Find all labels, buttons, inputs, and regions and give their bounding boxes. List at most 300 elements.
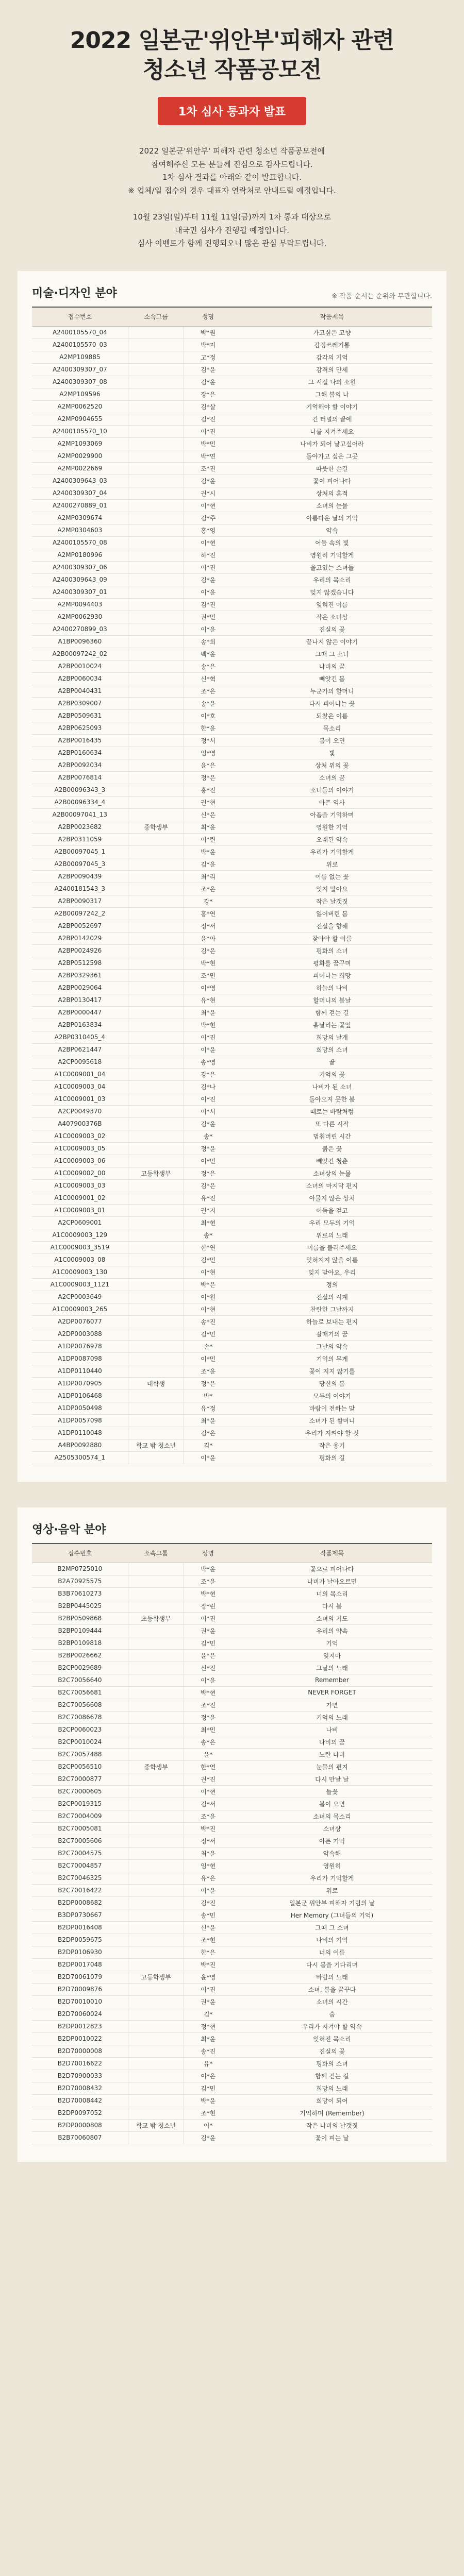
table-row xyxy=(32,1971,432,1983)
entry-title: 나비가 되어 날고싶어라 xyxy=(232,437,432,450)
entry-title: 끝나지 않은 이야기 xyxy=(232,635,432,648)
entry-name: 김* xyxy=(184,1439,232,1451)
entry-title: 울고있는 소녀들 xyxy=(232,561,432,573)
entry-group xyxy=(128,969,184,981)
entry-name: 이*현 xyxy=(184,1266,232,1278)
entry-group xyxy=(128,1847,184,1859)
table-row xyxy=(32,759,432,771)
entry-group xyxy=(128,1736,184,1748)
entry-title: 희망의 노래 xyxy=(232,2082,432,2094)
table-row xyxy=(32,400,432,413)
entry-id: A2MP109885 xyxy=(32,351,128,363)
table-row xyxy=(32,1340,432,1352)
entry-name: 정*은 xyxy=(184,771,232,784)
table-row xyxy=(32,1921,432,1934)
table-row xyxy=(32,1278,432,1291)
entry-title: 함께 걷는 길 xyxy=(232,2070,432,2082)
entry-title: 어둠을 걷고 xyxy=(232,1204,432,1216)
entry-id: A1C0009003_02 xyxy=(32,1130,128,1142)
art-section-title: 미술·디자인 분야 xyxy=(32,286,117,300)
entry-group: 고등학생부 xyxy=(128,1167,184,1179)
entry-name: 하*진 xyxy=(184,549,232,561)
entry-title: 작은 날갯짓 xyxy=(232,895,432,907)
entry-title: 진실의 시계 xyxy=(232,1291,432,1303)
table-row xyxy=(32,1748,432,1760)
entry-name: 권*현 xyxy=(184,796,232,808)
entry-group xyxy=(128,536,184,549)
entry-name: 김*윤 xyxy=(184,474,232,487)
entry-id: A2MP0062520 xyxy=(32,400,128,413)
entry-title: 흩날리는 꽃잎 xyxy=(232,1019,432,1031)
entry-title: NEVER FORGET xyxy=(232,1686,432,1699)
entry-name: 조*은 xyxy=(184,883,232,895)
table-row xyxy=(32,771,432,784)
entry-name: 박*윤 xyxy=(184,2094,232,2107)
entry-title: 소녀들의 이야기 xyxy=(232,784,432,796)
entry-title: 잊지 말아요, 우리 xyxy=(232,1266,432,1278)
table-row xyxy=(32,1216,432,1229)
entry-group xyxy=(128,1303,184,1315)
table-row xyxy=(32,1414,432,1427)
table-row xyxy=(32,1872,432,1884)
table-row xyxy=(32,1612,432,1624)
entry-group xyxy=(128,635,184,648)
entry-group xyxy=(128,771,184,784)
entry-group xyxy=(128,722,184,734)
entry-id: B2D70000008 xyxy=(32,2045,128,2057)
entry-id: A2BP0512598 xyxy=(32,957,128,969)
entry-id: B2BP0109818 xyxy=(32,1637,128,1649)
table-row xyxy=(32,734,432,747)
table-row xyxy=(32,1315,432,1328)
table-row xyxy=(32,1179,432,1192)
entry-id: A2B00097041_13 xyxy=(32,808,128,821)
entry-group xyxy=(128,747,184,759)
entry-group xyxy=(128,1624,184,1637)
table-row xyxy=(32,2020,432,2032)
entry-title: 들꽃 xyxy=(232,1785,432,1798)
entry-id: A2CP0003649 xyxy=(32,1291,128,1303)
entry-group xyxy=(128,920,184,932)
entry-title: 영원한 기억 xyxy=(232,821,432,833)
entry-title: 너의 이름 xyxy=(232,1946,432,1958)
entry-id: B2C70005081 xyxy=(32,1822,128,1835)
entry-name: 최*민 xyxy=(184,1723,232,1736)
entry-id: A2400309643_09 xyxy=(32,573,128,586)
entry-name: 박*현 xyxy=(184,1019,232,1031)
table-row xyxy=(32,376,432,388)
entry-id: B2BP0509868 xyxy=(32,1612,128,1624)
entry-title: 약속해 xyxy=(232,1847,432,1859)
entry-title: 기억하며 (Remember) xyxy=(232,2107,432,2119)
entry-group xyxy=(128,2008,184,2020)
entry-id: B2C70086678 xyxy=(32,1711,128,1723)
entry-name: 조*진 xyxy=(184,1699,232,1711)
entry-name: 송*은 xyxy=(184,1736,232,1748)
entry-group xyxy=(128,1995,184,2008)
entry-name: 조*은 xyxy=(184,685,232,697)
entry-id: A2MP0304603 xyxy=(32,524,128,536)
entry-name: 이*윤 xyxy=(184,1884,232,1896)
entry-group xyxy=(128,944,184,957)
entry-id: A2CP0095618 xyxy=(32,1056,128,1068)
entry-title: 희망의 날개 xyxy=(232,1031,432,1043)
table-row xyxy=(32,969,432,981)
entry-group xyxy=(128,1798,184,1810)
entry-name: 권*윤 xyxy=(184,1995,232,2008)
entry-group xyxy=(128,1983,184,1995)
entry-name: 유*은 xyxy=(184,1872,232,1884)
entry-id: A2BP0010024 xyxy=(32,660,128,672)
table-row xyxy=(32,1699,432,1711)
entry-group xyxy=(128,1328,184,1340)
entry-name: 정*은 xyxy=(184,1167,232,1179)
col-header-name: 성명 xyxy=(184,1544,232,1563)
entry-group xyxy=(128,1637,184,1649)
entry-id: A2400181543_3 xyxy=(32,883,128,895)
entry-group xyxy=(128,1291,184,1303)
entry-id: A1DP0110440 xyxy=(32,1365,128,1377)
entry-id: B2C70056640 xyxy=(32,1674,128,1686)
entry-name: 이*진 xyxy=(184,425,232,437)
entry-id: A2BP0509631 xyxy=(32,709,128,722)
entry-group xyxy=(128,524,184,536)
entry-group xyxy=(128,1785,184,1798)
table-row xyxy=(32,561,432,573)
entry-title: 우리가 지켜야 할 것 xyxy=(232,1427,432,1439)
table-row xyxy=(32,611,432,623)
title-line-2: 청소년 작품공모전 xyxy=(142,57,322,83)
entry-name: 이*민 xyxy=(184,1352,232,1365)
entry-group xyxy=(128,1278,184,1291)
table-row xyxy=(32,1587,432,1600)
entry-title: 잊지마 xyxy=(232,1649,432,1662)
entry-title: 멈춰버린 시간 xyxy=(232,1130,432,1142)
entry-name: 이*원 xyxy=(184,1291,232,1303)
entry-group xyxy=(128,363,184,376)
entry-group xyxy=(128,400,184,413)
entry-id: A2MP0022669 xyxy=(32,462,128,474)
table-row xyxy=(32,1427,432,1439)
entry-group xyxy=(128,1662,184,1674)
entry-group xyxy=(128,611,184,623)
entry-title: 영원히 기억할게 xyxy=(232,549,432,561)
entry-title: 눈물의 편지 xyxy=(232,1760,432,1773)
entry-title: 잊혀진 이름 xyxy=(232,598,432,611)
entry-title: 아름다운 날의 기억 xyxy=(232,512,432,524)
entry-title: 하늘로 보내는 편지 xyxy=(232,1315,432,1328)
entry-id: A2400309307_06 xyxy=(32,561,128,573)
entry-group xyxy=(128,1427,184,1439)
entry-name: 박*진 xyxy=(184,1822,232,1835)
entry-title: 소녀, 봄을 꿈꾸다 xyxy=(232,1983,432,1995)
entry-title: 잊지 않겠습니다 xyxy=(232,586,432,598)
intro-line: 참여해주신 모든 분들께 진심으로 감사드립니다. xyxy=(151,159,313,169)
entry-id: B2C70056608 xyxy=(32,1699,128,1711)
entry-group xyxy=(128,1872,184,1884)
table-row xyxy=(32,2057,432,2070)
entry-title: 긴 터널의 끝에 xyxy=(232,413,432,425)
entry-id: A1DP0110048 xyxy=(32,1427,128,1439)
entry-title: 위로 xyxy=(232,858,432,870)
entry-title: 소녀의 눈물 xyxy=(232,499,432,512)
music-results-table xyxy=(32,1543,432,2144)
table-row xyxy=(32,957,432,969)
entry-group xyxy=(128,598,184,611)
entry-group xyxy=(128,1105,184,1117)
entry-name: 유* xyxy=(184,2057,232,2070)
table-row xyxy=(32,709,432,722)
table-row xyxy=(32,1043,432,1056)
entry-id: A2MP1093069 xyxy=(32,437,128,450)
entry-group xyxy=(128,1229,184,1241)
entry-title: Her Memory (그녀들의 기억) xyxy=(232,1909,432,1921)
entry-name: 박*연 xyxy=(184,450,232,462)
table-row xyxy=(32,2070,432,2082)
entry-group xyxy=(128,697,184,709)
entry-id: B2C70004575 xyxy=(32,1847,128,1859)
entry-name: 조*윤 xyxy=(184,1365,232,1377)
table-row xyxy=(32,326,432,338)
table-row xyxy=(32,635,432,648)
entry-title: 어둠 속의 빛 xyxy=(232,536,432,549)
table-row xyxy=(32,598,432,611)
entry-id: A1C0009002_00 xyxy=(32,1167,128,1179)
entry-title: 우리의 목소리 xyxy=(232,573,432,586)
entry-name: 조*민 xyxy=(184,969,232,981)
art-results-table xyxy=(32,307,432,1464)
entry-group xyxy=(128,1587,184,1600)
table-row xyxy=(32,1303,432,1315)
entry-name: 박*현 xyxy=(184,1686,232,1699)
table-row xyxy=(32,2008,432,2020)
entry-name: 김*윤 xyxy=(184,2131,232,2144)
entry-name: 정*현 xyxy=(184,2020,232,2032)
art-table-body xyxy=(32,326,432,1464)
entry-group xyxy=(128,1093,184,1105)
entry-title: 피어나는 희망 xyxy=(232,969,432,981)
entry-title: 소녀의 목소리 xyxy=(232,1810,432,1822)
entry-id: B2C70016422 xyxy=(32,1884,128,1896)
entry-name: 조*윤 xyxy=(184,1575,232,1587)
entry-id: B2D70008442 xyxy=(32,2094,128,2107)
entry-group xyxy=(128,388,184,400)
entry-id: A2BP0130417 xyxy=(32,994,128,1006)
entry-id: B2DP0097052 xyxy=(32,2107,128,2119)
entry-id: B2A70925575 xyxy=(32,1575,128,1587)
entry-id: A2BP0160634 xyxy=(32,747,128,759)
entry-title: 나비의 기억 xyxy=(232,1934,432,1946)
table-row xyxy=(32,1204,432,1216)
entry-group xyxy=(128,1563,184,1575)
entry-name: 김*진 xyxy=(184,1896,232,1909)
entry-group xyxy=(128,1142,184,1155)
entry-title: 빛 xyxy=(232,747,432,759)
entry-group xyxy=(128,474,184,487)
entry-name: 최*윤 xyxy=(184,1414,232,1427)
entry-group xyxy=(128,1389,184,1402)
table-row xyxy=(32,1439,432,1451)
entry-name: 이*진 xyxy=(184,1983,232,1995)
entry-id: A1C0009003_3519 xyxy=(32,1241,128,1253)
entry-id: A2BP0163834 xyxy=(32,1019,128,1031)
entry-title: 감격의 만세 xyxy=(232,363,432,376)
entry-id: A2MP0904655 xyxy=(32,413,128,425)
entry-group xyxy=(128,351,184,363)
entry-id: A1C0009001_04 xyxy=(32,1068,128,1080)
entry-title: 꽃이 피어나다 xyxy=(232,474,432,487)
entry-group xyxy=(128,845,184,858)
entry-id: B2CP0056510 xyxy=(32,1760,128,1773)
entry-title: 감각의 기억 xyxy=(232,351,432,363)
entry-name: 김*살 xyxy=(184,400,232,413)
entry-group xyxy=(128,437,184,450)
table-row xyxy=(32,623,432,635)
entry-group xyxy=(128,784,184,796)
entry-title: 소녀의 마지막 편지 xyxy=(232,1179,432,1192)
table-row xyxy=(32,524,432,536)
entry-id: B2D70008432 xyxy=(32,2082,128,2094)
entry-title: 소녀상의 눈물 xyxy=(232,1167,432,1179)
table-row xyxy=(32,1241,432,1253)
entry-id: B2C70005606 xyxy=(32,1835,128,1847)
entry-name: 이*윤 xyxy=(184,1674,232,1686)
entry-id: A1C0009003_04 xyxy=(32,1080,128,1093)
entry-name: 장*린 xyxy=(184,1600,232,1612)
entry-group xyxy=(128,450,184,462)
table-row xyxy=(32,1736,432,1748)
entry-id: B2CP0029689 xyxy=(32,1662,128,1674)
intro-line: 심사 이벤트가 함께 진행되오니 많은 관심 부탁드립니다. xyxy=(137,239,327,248)
entry-id: B2DP0010022 xyxy=(32,2032,128,2045)
entry-id: A4BP0092880 xyxy=(32,1439,128,1451)
entry-id: A2BP0000447 xyxy=(32,1006,128,1019)
entry-id: B2C70046325 xyxy=(32,1872,128,1884)
table-row xyxy=(32,351,432,363)
entry-id: B2CP0010024 xyxy=(32,1736,128,1748)
entry-id: B2C70004009 xyxy=(32,1810,128,1822)
entry-group xyxy=(128,957,184,969)
entry-group xyxy=(128,1241,184,1253)
table-row xyxy=(32,1142,432,1155)
entry-title: 봄이 오면 xyxy=(232,734,432,747)
entry-group xyxy=(128,1043,184,1056)
entry-id: A2400105570_08 xyxy=(32,536,128,549)
header xyxy=(0,0,464,125)
table-row xyxy=(32,747,432,759)
entry-group xyxy=(128,2131,184,2144)
table-row xyxy=(32,1117,432,1130)
entry-name: 최*리 xyxy=(184,870,232,883)
entry-title: 감정쓰레기통 xyxy=(232,338,432,351)
entry-name: 이*현 xyxy=(184,536,232,549)
entry-group xyxy=(128,870,184,883)
entry-id: B2D70060024 xyxy=(32,2008,128,2020)
entry-name: 김*윤 xyxy=(184,363,232,376)
entry-name: 이*서 xyxy=(184,1105,232,1117)
entry-id: B2D70010010 xyxy=(32,1995,128,2008)
entry-title: 꽃이 피는 날 xyxy=(232,2131,432,2144)
table-row xyxy=(32,512,432,524)
entry-title: 잊혀진 목소리 xyxy=(232,2032,432,2045)
entry-title: 함께 걷는 길 xyxy=(232,1006,432,1019)
entry-id: A2400309307_04 xyxy=(32,487,128,499)
entry-name: 이*진 xyxy=(184,561,232,573)
entry-name: 권*윤 xyxy=(184,1624,232,1637)
entry-title: 우리 모두의 기억 xyxy=(232,1216,432,1229)
entry-title: 우리가 기억할게 xyxy=(232,1872,432,1884)
entry-id: A2MP0309674 xyxy=(32,512,128,524)
entry-name: 이*린 xyxy=(184,833,232,845)
entry-title: 그 시절 나의 소원 xyxy=(232,376,432,388)
entry-name: 손* xyxy=(184,1340,232,1352)
entry-id: A2400309307_08 xyxy=(32,376,128,388)
entry-group xyxy=(128,1179,184,1192)
entry-id: B2DP0012823 xyxy=(32,2020,128,2032)
entry-group xyxy=(128,561,184,573)
table-row xyxy=(32,1192,432,1204)
col-header-name: 성명 xyxy=(184,307,232,327)
table-row xyxy=(32,1835,432,1847)
entry-id: A1DP0087098 xyxy=(32,1352,128,1365)
entry-title: 기억의 꽃 xyxy=(232,1068,432,1080)
entry-name: 임*현 xyxy=(184,1859,232,1872)
table-row xyxy=(32,1909,432,1921)
table-row xyxy=(32,1080,432,1093)
entry-name: 한*은 xyxy=(184,1946,232,1958)
table-row xyxy=(32,1266,432,1278)
entry-group xyxy=(128,1006,184,1019)
entry-id: B2DP0016408 xyxy=(32,1921,128,1934)
entry-id: A2BP0040431 xyxy=(32,685,128,697)
entry-group xyxy=(128,1859,184,1872)
entry-title: 찬란한 그날까지 xyxy=(232,1303,432,1315)
entry-name: 박*지 xyxy=(184,338,232,351)
entry-title: 때로는 바람처럼 xyxy=(232,1105,432,1117)
entry-name: 송* xyxy=(184,1229,232,1241)
entry-name: 박*윤 xyxy=(184,1563,232,1575)
table-row xyxy=(32,487,432,499)
entry-group xyxy=(128,1748,184,1760)
entry-title: 우리의 약속 xyxy=(232,1624,432,1637)
entry-group: 대학생 xyxy=(128,1377,184,1389)
entry-group xyxy=(128,487,184,499)
entry-title: 아물지 않은 상처 xyxy=(232,1192,432,1204)
entry-title: 할머니의 봄날 xyxy=(232,994,432,1006)
entry-title: 우리가 지켜야 할 약속 xyxy=(232,2020,432,2032)
entry-id: A2400105570_10 xyxy=(32,425,128,437)
entry-name: 정*은 xyxy=(184,1377,232,1389)
table-row xyxy=(32,808,432,821)
entry-name: 박*민 xyxy=(184,437,232,450)
table-row xyxy=(32,1958,432,1971)
table-row xyxy=(32,1896,432,1909)
entry-group xyxy=(128,1810,184,1822)
entry-id: A2BP0090317 xyxy=(32,895,128,907)
entry-title: 누군가의 할머니 xyxy=(232,685,432,697)
entry-title: 평화의 소녀 xyxy=(232,2057,432,2070)
table-row xyxy=(32,2107,432,2119)
entry-title: 잊혀지지 않을 이름 xyxy=(232,1253,432,1266)
entry-group xyxy=(128,1822,184,1835)
table-row xyxy=(32,1686,432,1699)
entry-id: A2B00096343_3 xyxy=(32,784,128,796)
entry-name: 신*윤 xyxy=(184,1921,232,1934)
entry-title: 다시 봄 xyxy=(232,1600,432,1612)
entry-title: 희망의 소녀 xyxy=(232,1043,432,1056)
entry-group xyxy=(128,660,184,672)
entry-title: 그해 봄의 나 xyxy=(232,388,432,400)
